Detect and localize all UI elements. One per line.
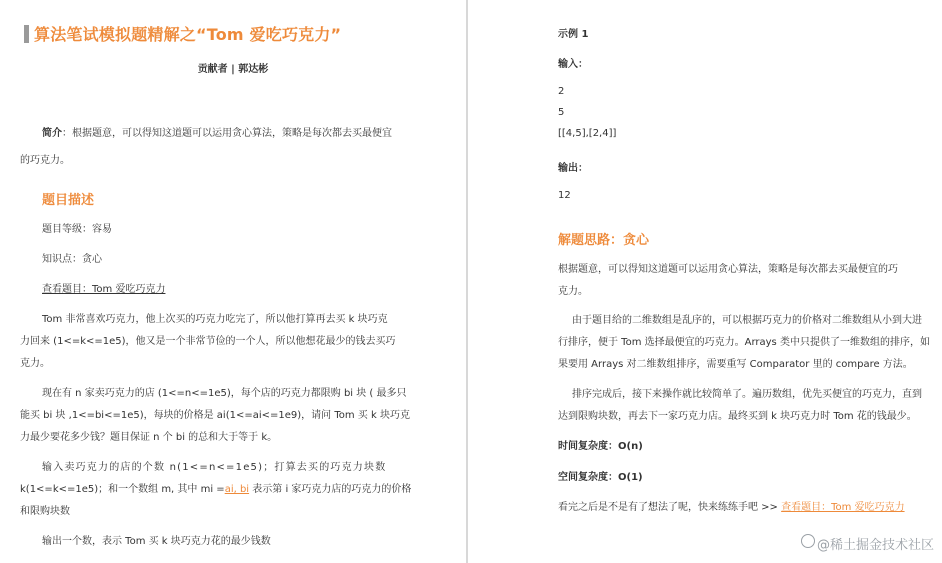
view-problem-link[interactable]: 查看题目：Tom 爱吃巧克力	[42, 284, 166, 295]
closing-view-problem-link[interactable]: 查看题目：Tom 爱吃巧克力	[781, 502, 905, 513]
approach-p2-line2: 行排序，便于 Tom 选择最便宜的巧克力。Arrays 类中只提供了一维数组的排序，如	[558, 337, 930, 348]
desc-p1-line1: Tom 非常喜欢巧克力，他上次买的巧克力吃完了，所以他打算再去买 k 块巧克	[42, 314, 388, 325]
input-line-1: 2	[558, 86, 565, 97]
desc-p3-line3: 和限购块数	[20, 506, 70, 517]
space-complexity: 空间复杂度：O(1)	[558, 472, 643, 483]
approach-p3-line2: 达到限购块数，再去下一家巧克力店。最终买到 k 块巧克力时 Tom 花的钱最少。	[558, 411, 917, 422]
intro-label: 简介	[42, 128, 62, 139]
approach-p3-line1: 排序完成后，接下来操作就比较简单了。遍历数组，优先买便宜的巧克力，直到	[572, 389, 922, 400]
section-heading-description: 题目描述	[42, 193, 95, 208]
desc-p1-line2: 力回来 (1<=k<=1e5)，他又是一个非常节俭的一个人，所以他想花最少的钱去买巧	[20, 336, 396, 347]
desc-p2-line1: 现在有 n 家卖巧克力的店 (1<=n<=1e5)，每个店的巧克力都限购 bi 块 ( 最多只	[42, 388, 407, 399]
difficulty-level: 题目等级：容易	[42, 224, 112, 235]
desc-p3-line2-a: k(1<=k<=1e5)；和一个数组 m, 其中 mi =	[20, 484, 225, 495]
right-page	[468, 0, 942, 563]
left-page	[0, 0, 466, 563]
output-value: 12	[558, 190, 571, 201]
input-label: 输入：	[558, 59, 588, 70]
intro-text-cont: 的巧克力。	[20, 155, 70, 166]
knowledge-point: 知识点：贪心	[42, 254, 102, 265]
intro-text: ：根据题意，可以得知这道题可以运用贪心算法，策略是每次都去买最便宜	[62, 128, 392, 139]
watermark-text: @稀土掘金技术社区	[816, 538, 934, 553]
output-label: 输出：	[558, 163, 588, 174]
desc-p3-line2	[20, 480, 411, 495]
contributor-line: 贡献者 | 郭达彬	[197, 64, 269, 75]
section-heading-approach: 解题思路：贪心	[558, 233, 650, 248]
page-title: 算法笔试模拟题精解之“Tom 爱吃巧克力”	[34, 25, 342, 44]
example-label: 示例 1	[558, 29, 589, 40]
closing-text: 看完之后是不是有了想法了呢，快来练练手吧 >>	[558, 502, 778, 513]
approach-p1-line2: 克力。	[558, 286, 588, 297]
desc-p2-line3: 力最少要花多少钱？题目保证 n 个 bi 的总和大于等于 k。	[20, 432, 278, 443]
desc-p3-line2-b: 表示第 i 家巧克力店的巧克力的价格	[252, 484, 412, 495]
output-description: 输出一个数，表示 Tom 买 k 块巧克力花的最少钱数	[42, 536, 271, 547]
desc-p2-line2: 能买 bi 块 ,1<=bi<=1e5)，每块的价格是 ai(1<=ai<=1e9)，请问 Tom 买 k 块巧克	[20, 410, 410, 421]
input-line-3: [[4,5],[2,4]]	[558, 128, 617, 139]
title-accent-bar	[24, 25, 29, 43]
approach-p1-line1: 根据题意，可以得知这道题可以运用贪心算法，策略是每次都去买最便宜的巧	[558, 264, 898, 275]
time-complexity: 时间复杂度：O(n)	[558, 441, 643, 452]
watermark	[801, 534, 934, 553]
input-line-2: 5	[558, 107, 565, 118]
approach-p2-line1: 由于题目给的二维数组是乱序的，可以根据巧克力的价格对二维数组从小到大进	[572, 315, 922, 326]
desc-p1-line3: 克力。	[20, 358, 50, 369]
at-sign-icon	[801, 534, 815, 548]
inline-pair-link[interactable]: ai, bi	[224, 484, 250, 495]
approach-p2-line3: 果要用 Arrays 对二维数组排序，需要重写 Comparator 里的 compare 方法。	[558, 359, 913, 370]
intro-paragraph	[42, 123, 442, 145]
closing-line	[558, 498, 905, 513]
desc-p3-line1: 输入卖巧克力的店的个数 n(1<=n<=1e5)；打算去买的巧克力块数	[42, 462, 387, 473]
